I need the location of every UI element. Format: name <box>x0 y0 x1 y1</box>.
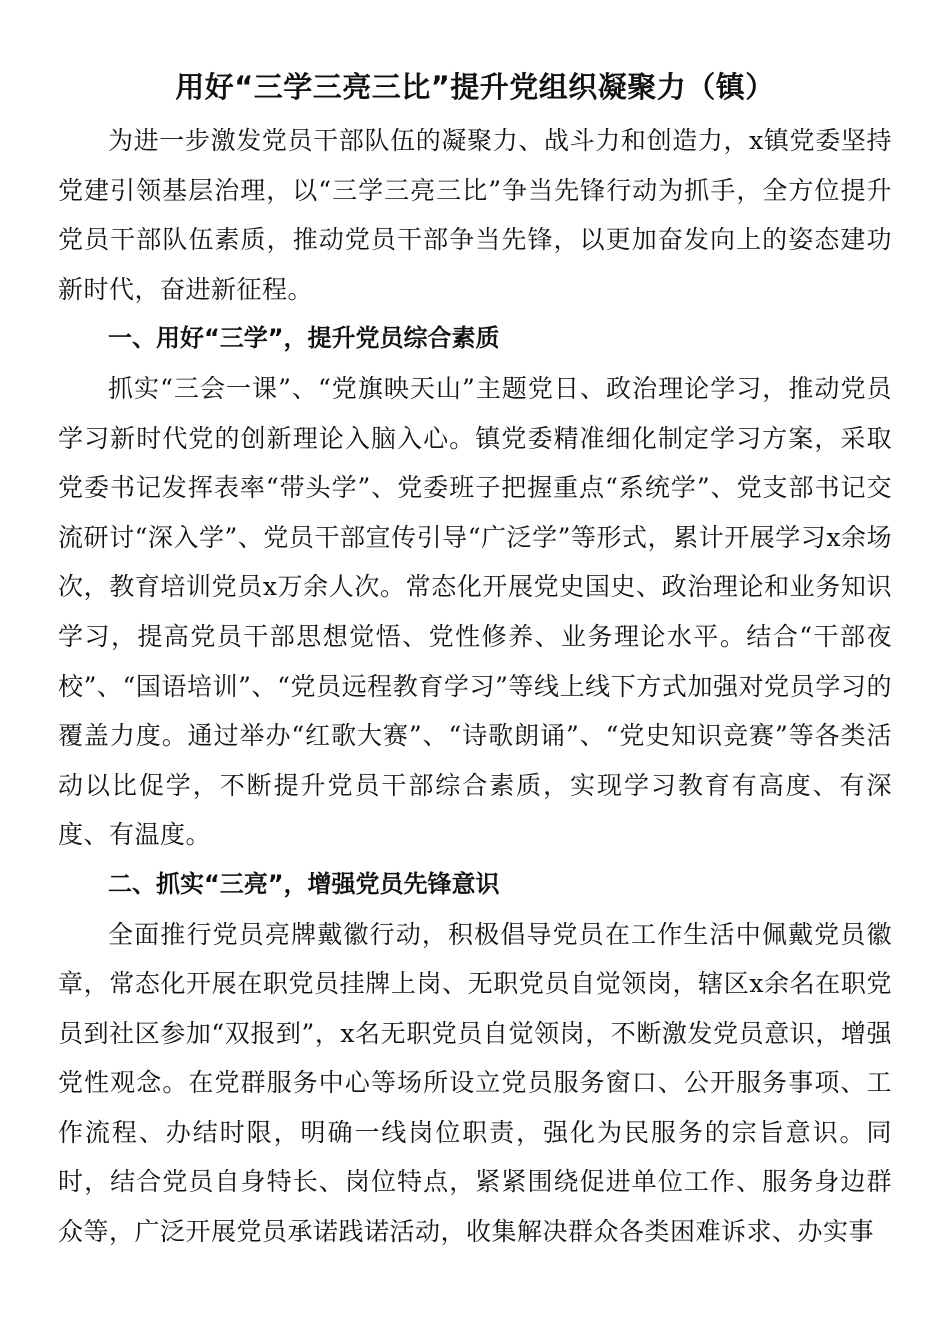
intro-paragraph: 为进一步激发党员干部队伍的凝聚力、战斗力和创造力，x镇党委坚持党建引领基层治理，以“三学三亮三比”争当先锋行动为抓手，全方位提升党员干部队伍素质，推动党员干部争当先锋，以更加奋发向上的姿态建功新时代，奋进新征程。 <box>58 126 892 304</box>
section-1-heading: 一、用好“三学”，提升党员综合素质 <box>108 324 500 353</box>
section-2-body: 全面推行党员亮牌戴徽行动，积极倡导党员在工作生活中佩戴党员徽章，常态化开展在职党员挂牌上岗、无职党员自觉领岗，辖区x余名在职党员到社区参加“双报到”，x名无职党员自觉领岗，不断激发党员意识，增强党性观念。在党群服务中心等场所设立党员服务窗口、公开服务事项、工作流程、办结时限，明确一线岗位职责，强化为民服务的宗旨意识。同时，结合党员自身特长、岗位特点，紧紧围绕促进单位工作、服务身边群众等，广泛开展党员承诺践诺活动，收集解决群众各类困难诉求、办实事 <box>58 919 892 1247</box>
document-title: 用好“三学三亮三比”提升党组织凝聚力（镇） <box>175 70 775 104</box>
section-2-heading: 二、抓实“三亮”，增强党员先锋意识 <box>108 869 500 898</box>
section-1-body: 抓实“三会一课”、“党旗映天山”主题党日、政治理论学习，推动党员学习新时代党的创新理论入脑入心。镇党委精准细化制定学习方案，采取党委书记发挥表率“带头学”、党委班子把握重点“系统学”、党支部书记交流研讨“深入学”、党员干部宣传引导“广泛学”等形式，累计开展学习x余场次，教育培训党员x万余人次。常态化开展党史国史、政治理论和业务知识学习，提高党员干部思想觉悟、党性修养、业务理论水平。结合“干部夜校”、“国语培训”、“党员远程教育学习”等线上线下方式加强对党员学习的覆盖力度。通过举办“红歌大赛”、“诗歌朗诵”、“党史知识竞赛”等各类活动以比促学，不断提升党员干部综合素质，实现学习教育有高度、有深度、有温度。 <box>58 373 892 850</box>
document-page <box>58 62 892 1257</box>
